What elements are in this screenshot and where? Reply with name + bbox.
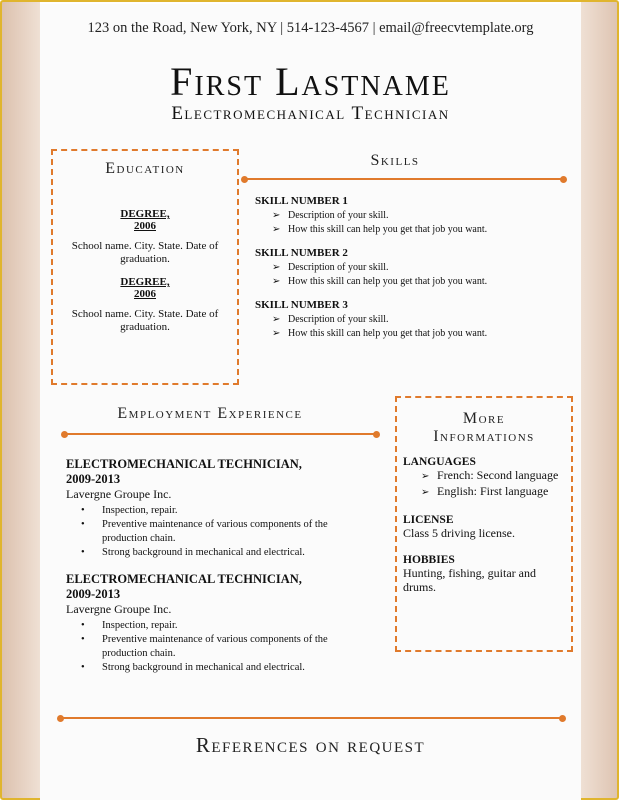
rule-dot-right [560,176,567,183]
skill-bullet: ➢ How this skill can help you get that job you want. [272,276,488,287]
languages-label: LANGUAGES [403,456,476,468]
skill-item [255,195,565,235]
education-box [51,149,239,385]
arrow-icon: ➢ [272,262,281,273]
skill-bullet: ➢ Description of your skill. [272,314,389,325]
contact-line: 123 on the Road, New York, NY | 514-123-4567 | email@freecvtemplate.org [87,20,534,36]
language-item: ➢ English: First language [421,484,549,498]
arrow-icon: ➢ [272,328,281,339]
bullet-icon: • [81,505,85,516]
more-info-title [397,410,571,446]
skills-title: Skills [370,152,420,169]
job-company: Lavergne Groupe Inc. [66,487,172,501]
hobbies-label: HOBBIES [403,554,455,566]
job-duty: • Preventive maintenance of various components of the production chain. [81,519,328,544]
arrow-icon: ➢ [421,487,430,498]
arrow-icon: ➢ [272,314,281,325]
skills-rule [244,178,564,180]
bullet-icon: • [81,634,85,645]
more-title-line2: Informations [433,428,535,445]
hobbies-text: Hunting, fishing, guitar and drums. [403,566,536,594]
school-info: School name. City. State. Date of graduation. [71,240,219,265]
degree-label: DEGREE, [120,208,170,220]
skills-list [255,195,565,339]
license-label: LICENSE [403,514,454,526]
education-title: Education [105,160,185,177]
skill-name: SKILL NUMBER 3 [255,299,348,311]
arrow-icon: ➢ [421,471,430,482]
more-info-box [395,396,573,652]
bullet-icon: • [81,547,85,558]
job-duty: • Inspection, repair. [81,505,178,516]
job-title: ELECTROMECHANICAL TECHNICIAN, [66,457,302,471]
education-entry [53,208,237,266]
skill-item [255,247,565,287]
job-duty: • Preventive maintenance of various components of the production chain. [81,634,328,659]
employment-rule [64,433,377,435]
job-duty: • Strong background in mechanical and electrical. [81,547,305,558]
bullet-icon: • [81,662,85,673]
skill-bullet: ➢ Description of your skill. [272,262,389,273]
language-item: ➢ French: Second language [421,468,559,482]
job-entry [66,457,366,560]
bullet-icon: • [81,620,85,631]
skill-name: SKILL NUMBER 1 [255,195,348,207]
rule-dot-left [61,431,68,438]
rule-dot-left [57,715,64,722]
job-company: Lavergne Groupe Inc. [66,602,172,616]
rule-dot-right [373,431,380,438]
job-duty: • Strong background in mechanical and electrical. [81,662,305,673]
degree-year: 2006 [134,220,156,232]
more-info-content [397,456,571,594]
employment-title: Employment Experience [117,405,303,422]
arrow-icon: ➢ [272,276,281,287]
job-years: 2009-2013 [66,472,121,486]
resume-page [40,4,581,800]
candidate-name: First Lastname [170,59,451,104]
skill-bullet: ➢ Description of your skill. [272,210,389,221]
job-title: ELECTROMECHANICAL TECHNICIAN, [66,572,302,586]
education-entry [53,276,237,334]
arrow-icon: ➢ [272,224,281,235]
license-text: Class 5 driving license. [403,526,515,540]
rule-dot-right [559,715,566,722]
more-title-line1: More [462,410,506,427]
candidate-title: Electromechanical Technician [171,103,450,124]
job-entry [66,572,366,675]
footer-rule [60,717,563,719]
rule-dot-left [241,176,248,183]
arrow-icon: ➢ [272,210,281,221]
degree-year: 2006 [134,288,156,300]
bullet-icon: • [81,519,85,530]
job-years: 2009-2013 [66,587,121,601]
skill-name: SKILL NUMBER 2 [255,247,348,259]
skill-bullet: ➢ How this skill can help you get that job you want. [272,328,488,339]
references-text: References on request [195,733,426,757]
skill-bullet: ➢ How this skill can help you get that job you want. [272,224,488,235]
job-duty: • Inspection, repair. [81,620,178,631]
skill-item [255,299,565,339]
degree-label: DEGREE, [120,276,170,288]
school-info: School name. City. State. Date of graduation. [71,308,219,333]
